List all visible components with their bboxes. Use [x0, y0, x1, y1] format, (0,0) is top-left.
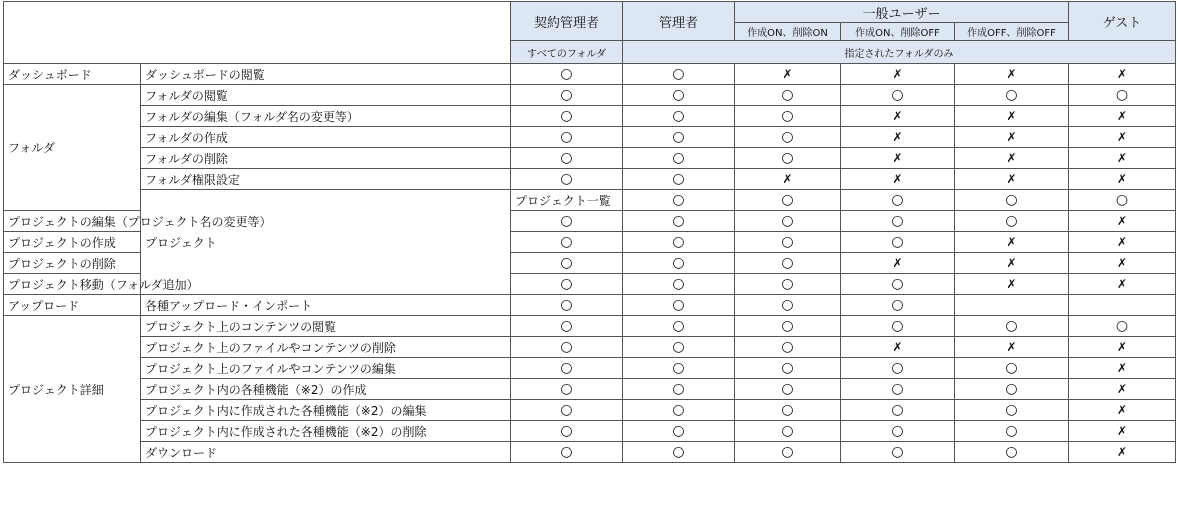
denied-mark: ✗ [735, 169, 841, 190]
allowed-mark: ○ [623, 400, 735, 421]
denied-mark: ✗ [841, 127, 955, 148]
allowed-mark: ○ [735, 85, 841, 106]
header-scope-specified-folders: 指定されたフォルダのみ [623, 41, 1176, 64]
table-row [4, 295, 1176, 316]
allowed-mark: ○ [955, 400, 1069, 421]
header-guest: ゲスト [1069, 2, 1176, 41]
allowed-mark: ○ [841, 400, 955, 421]
allowed-mark: ○ [735, 190, 841, 211]
allowed-mark: ○ [623, 316, 735, 337]
allowed-mark: ○ [511, 274, 623, 295]
denied-mark: ✗ [955, 337, 1069, 358]
table-row [4, 316, 1176, 337]
allowed-mark: ○ [623, 295, 735, 316]
denied-mark: ✗ [955, 64, 1069, 85]
allowed-mark: ○ [623, 190, 735, 211]
allowed-mark: ○ [841, 190, 955, 211]
feature-cell: ダッシュボードの閲覧 [141, 64, 511, 85]
allowed-mark: ○ [955, 358, 1069, 379]
denied-mark: ✗ [955, 106, 1069, 127]
allowed-mark: ○ [955, 316, 1069, 337]
denied-mark: ✗ [1069, 253, 1176, 274]
allowed-mark: ○ [955, 421, 1069, 442]
denied-mark: ✗ [841, 106, 955, 127]
allowed-mark: ○ [511, 232, 623, 253]
table-row [4, 64, 1176, 85]
feature-cell: フォルダの閲覧 [141, 85, 511, 106]
header-scope-all-folders: すべてのフォルダ [511, 41, 623, 64]
allowed-mark: ○ [623, 442, 735, 463]
allowed-mark: ○ [841, 421, 955, 442]
table-row [4, 400, 1176, 421]
denied-mark: ✗ [955, 274, 1069, 295]
denied-mark: ✗ [1069, 358, 1176, 379]
feature-cell: フォルダの作成 [141, 127, 511, 148]
table-row [4, 127, 1176, 148]
header-general-user: 一般ユーザー [735, 2, 1069, 23]
denied-mark: ✗ [1069, 148, 1176, 169]
allowed-mark: ○ [841, 211, 955, 232]
table-row [4, 442, 1176, 463]
allowed-mark: ○ [623, 421, 735, 442]
table-row [4, 106, 1176, 127]
allowed-mark: ○ [841, 232, 955, 253]
category-cell: プロジェクト [141, 190, 511, 295]
feature-cell: プロジェクト内に作成された各種機能（※2）の削除 [141, 421, 511, 442]
feature-cell: プロジェクト一覧 [511, 190, 623, 211]
allowed-mark: ○ [841, 379, 955, 400]
feature-cell: プロジェクト上のファイルやコンテンツの削除 [141, 337, 511, 358]
allowed-mark: ○ [1069, 316, 1176, 337]
denied-mark: ✗ [955, 127, 1069, 148]
denied-mark: ✗ [1069, 169, 1176, 190]
table-row [4, 169, 1176, 190]
allowed-mark: ○ [511, 421, 623, 442]
header-blank-corner [4, 2, 511, 64]
denied-mark: ✗ [955, 148, 1069, 169]
allowed-mark: ○ [511, 64, 623, 85]
allowed-mark: ○ [511, 127, 623, 148]
allowed-mark: ○ [841, 316, 955, 337]
allowed-mark: ○ [735, 127, 841, 148]
feature-cell: プロジェクト上のコンテンツの閲覧 [141, 316, 511, 337]
empty-cell [955, 295, 1069, 316]
allowed-mark: ○ [955, 379, 1069, 400]
table-row [4, 190, 1176, 211]
category-cell: プロジェクト詳細 [4, 316, 141, 463]
denied-mark: ✗ [955, 169, 1069, 190]
allowed-mark: ○ [511, 169, 623, 190]
category-cell: ダッシュボード [4, 64, 141, 85]
allowed-mark: ○ [735, 400, 841, 421]
allowed-mark: ○ [735, 358, 841, 379]
allowed-mark: ○ [511, 358, 623, 379]
denied-mark: ✗ [841, 169, 955, 190]
allowed-mark: ○ [735, 316, 841, 337]
table-row [4, 358, 1176, 379]
allowed-mark: ○ [1069, 190, 1176, 211]
allowed-mark: ○ [735, 106, 841, 127]
allowed-mark: ○ [623, 127, 735, 148]
denied-mark: ✗ [1069, 421, 1176, 442]
allowed-mark: ○ [623, 148, 735, 169]
allowed-mark: ○ [841, 274, 955, 295]
denied-mark: ✗ [841, 148, 955, 169]
denied-mark: ✗ [1069, 64, 1176, 85]
feature-cell: プロジェクト上のファイルやコンテンツの編集 [141, 358, 511, 379]
denied-mark: ✗ [841, 337, 955, 358]
header-admin: 管理者 [623, 2, 735, 41]
feature-cell: プロジェクト内に作成された各種機能（※2）の編集 [141, 400, 511, 421]
allowed-mark: ○ [735, 379, 841, 400]
allowed-mark: ○ [841, 295, 955, 316]
allowed-mark: ○ [735, 337, 841, 358]
table-row [4, 379, 1176, 400]
allowed-mark: ○ [511, 148, 623, 169]
allowed-mark: ○ [623, 169, 735, 190]
table-header [4, 2, 1176, 64]
feature-cell: フォルダ権限設定 [141, 169, 511, 190]
allowed-mark: ○ [511, 379, 623, 400]
table-body [4, 64, 1176, 463]
category-cell: フォルダ [4, 85, 141, 211]
allowed-mark: ○ [623, 211, 735, 232]
denied-mark: ✗ [1069, 442, 1176, 463]
allowed-mark: ○ [511, 85, 623, 106]
feature-cell: プロジェクト移動（フォルダ追加） [4, 274, 141, 295]
allowed-mark: ○ [511, 442, 623, 463]
feature-cell: フォルダの削除 [141, 148, 511, 169]
allowed-mark: ○ [735, 211, 841, 232]
allowed-mark: ○ [955, 190, 1069, 211]
allowed-mark: ○ [735, 232, 841, 253]
allowed-mark: ○ [955, 211, 1069, 232]
header-create-on-delete-on: 作成ON、削除ON [735, 23, 841, 41]
allowed-mark: ○ [623, 379, 735, 400]
denied-mark: ✗ [1069, 274, 1176, 295]
allowed-mark: ○ [955, 85, 1069, 106]
feature-cell: プロジェクト内の各種機能（※2）の作成 [141, 379, 511, 400]
allowed-mark: ○ [735, 148, 841, 169]
allowed-mark: ○ [511, 253, 623, 274]
table-row [4, 148, 1176, 169]
allowed-mark: ○ [735, 253, 841, 274]
allowed-mark: ○ [841, 442, 955, 463]
denied-mark: ✗ [955, 253, 1069, 274]
allowed-mark: ○ [841, 85, 955, 106]
denied-mark: ✗ [841, 64, 955, 85]
category-cell: アップロード [4, 295, 141, 316]
allowed-mark: ○ [623, 337, 735, 358]
allowed-mark: ○ [1069, 85, 1176, 106]
allowed-mark: ○ [623, 358, 735, 379]
allowed-mark: ○ [623, 232, 735, 253]
allowed-mark: ○ [511, 316, 623, 337]
feature-cell: フォルダの編集（フォルダ名の変更等） [141, 106, 511, 127]
table-row [4, 337, 1176, 358]
denied-mark: ✗ [1069, 127, 1176, 148]
feature-cell: 各種アップロード・インポート [141, 295, 511, 316]
allowed-mark: ○ [735, 274, 841, 295]
allowed-mark: ○ [955, 442, 1069, 463]
allowed-mark: ○ [623, 64, 735, 85]
allowed-mark: ○ [511, 106, 623, 127]
table-row [4, 85, 1176, 106]
denied-mark: ✗ [735, 64, 841, 85]
denied-mark: ✗ [1069, 400, 1176, 421]
feature-cell: プロジェクトの編集（プロジェクト名の変更等） [4, 211, 141, 232]
denied-mark: ✗ [1069, 211, 1176, 232]
empty-cell [1069, 295, 1176, 316]
denied-mark: ✗ [1069, 337, 1176, 358]
table-row [4, 421, 1176, 442]
denied-mark: ✗ [1069, 379, 1176, 400]
header-create-off-delete-off: 作成OFF、削除OFF [955, 23, 1069, 41]
permission-table [3, 1, 1176, 463]
denied-mark: ✗ [1069, 232, 1176, 253]
allowed-mark: ○ [623, 106, 735, 127]
header-contract-admin: 契約管理者 [511, 2, 623, 41]
feature-cell: プロジェクトの削除 [4, 253, 141, 274]
allowed-mark: ○ [623, 274, 735, 295]
allowed-mark: ○ [511, 295, 623, 316]
allowed-mark: ○ [735, 421, 841, 442]
allowed-mark: ○ [511, 211, 623, 232]
allowed-mark: ○ [511, 337, 623, 358]
feature-cell: ダウンロード [141, 442, 511, 463]
allowed-mark: ○ [623, 253, 735, 274]
allowed-mark: ○ [841, 358, 955, 379]
allowed-mark: ○ [511, 400, 623, 421]
allowed-mark: ○ [623, 85, 735, 106]
feature-cell: プロジェクトの作成 [4, 232, 141, 253]
allowed-mark: ○ [735, 295, 841, 316]
denied-mark: ✗ [841, 253, 955, 274]
allowed-mark: ○ [735, 442, 841, 463]
denied-mark: ✗ [1069, 106, 1176, 127]
header-create-on-delete-off: 作成ON、削除OFF [841, 23, 955, 41]
denied-mark: ✗ [955, 232, 1069, 253]
